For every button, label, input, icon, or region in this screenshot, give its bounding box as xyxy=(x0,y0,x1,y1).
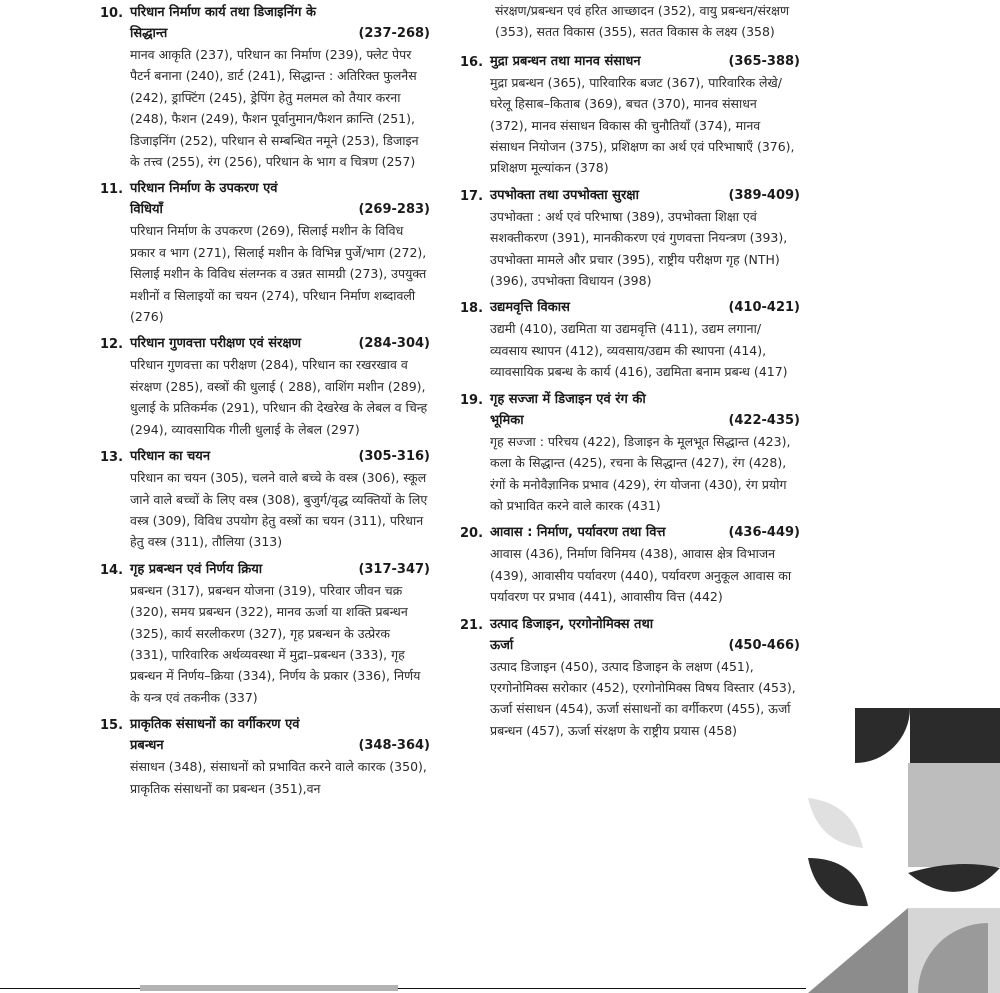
entry-title: उपभोक्ता तथा उपभोक्ता सुरक्षा (389-409) xyxy=(490,185,800,206)
grey-triangle-bottom xyxy=(808,908,908,993)
entry-title: परिधान गुणवत्ता परीक्षण एवं संरक्षण (284-304) xyxy=(130,333,430,354)
entry-title-line2: विधियाँ (269-283) xyxy=(130,199,430,220)
decorative-geometric-shapes xyxy=(808,708,1000,993)
entry-pages: (389-409) xyxy=(728,187,800,203)
dark-block-top xyxy=(910,708,1000,763)
toc-entry-12 xyxy=(100,333,430,440)
entry-pages: (317-347) xyxy=(358,561,430,577)
entry-number: 12. xyxy=(100,337,124,353)
entry-pages: (450-466) xyxy=(728,637,800,653)
entry-description: मानव आकृति (237), परिधान का निर्माण (239), फ्लेट पेपर पैटर्न बनाना (240), डार्ट (241), सिद्धान्त : अतिरिक्त फुलनैस (242), ड्राफ्टिंग (245), ड्रेपिंग हेतु मलमल को तैयार करना (248), फैशन (249), फैशन पूर्वानुमान/फैशन क्रान्ति (251), डिजाइनिंग (252), परिधान से सम्बन्धित नमूने (253), डिजाइन के तत्त्व (255), रंग (256), परिधान के भाग व चित्रण (257) xyxy=(130,47,419,170)
entry-pages: (348-364) xyxy=(358,738,430,754)
entry-title: परिधान निर्माण कार्य तथा डिजाइनिंग के xyxy=(130,5,316,20)
toc-entry-13 xyxy=(100,446,430,553)
entry-pages: (422-435) xyxy=(728,412,800,428)
entry-number: 11. xyxy=(100,182,124,198)
entry-description: उत्पाद डिजाइन (450), उत्पाद डिजाइन के लक्षण (451), एरगोनोमिक्स सरोकार (452), एरगोनोमिक्स विषय विस्तार (453), ऊर्जा संसाधन (454), ऊर्जा संसाधनों का वर्गीकरण (455), ऊर्जा प्रबन्धन (457), ऊर्जा संरक्षण के राष्ट्रीय प्रयास (458) xyxy=(490,658,796,738)
entry-pages: (284-304) xyxy=(358,336,430,352)
toc-entry-19 xyxy=(460,389,800,517)
entry-title: गृह प्रबन्धन एवं निर्णय क्रिया (317-347) xyxy=(130,559,430,580)
entry-title-line2: सिद्धान्त (237-268) xyxy=(130,23,430,44)
entry-title-line2: भूमिका (422-435) xyxy=(490,410,800,431)
entry-number: 13. xyxy=(100,450,124,466)
toc-entry-21 xyxy=(460,614,800,742)
entry-pages: (305-316) xyxy=(358,449,430,465)
light-leaf-left xyxy=(808,798,863,848)
toc-entry-11 xyxy=(100,178,430,327)
entry-number: 17. xyxy=(460,188,484,204)
entry-description: संसाधन (348), संसाधनों को प्रभावित करने वाले कारक (350), प्राकृतिक संसाधनों का प्रबन्धन (351),वन xyxy=(130,759,427,796)
entry-number: 20. xyxy=(460,526,484,542)
entry-description: मुद्रा प्रबन्धन (365), पारिवारिक बजट (367), पारिवारिक लेखे/घरेलू हिसाब–किताब (369), बचत (370), मानव संसाधन (372), मानव संसाधन विकास की चुनौतियाँ (374), मानव संसाधन नियोजन (375), प्रशिक्षण का अर्थ एवं परिभाषाएँ (376), प्रशिक्षण मूल्यांकन (378) xyxy=(490,74,795,176)
entry-title-line2: प्रबन्धन (348-364) xyxy=(130,735,430,756)
continued-description: संरक्षण/प्रबन्धन एवं हरित आच्छादन (352), वायु प्रबन्धन/संरक्षण (353), सतत विकास (355), सतत विकास के लक्ष्य (358) xyxy=(495,3,790,40)
entry-number: 16. xyxy=(460,54,484,70)
dark-quarter-circle-top xyxy=(855,708,910,763)
entry-title: प्राकृतिक संसाधनों का वर्गीकरण एवं xyxy=(130,717,300,733)
entry-description: परिधान निर्माण के उपकरण (269), सिलाई मशीन के विविध प्रकार व भाग (271), सिलाई मशीन के विभिन्न पुर्जे/भाग (272), सिलाई मशीन के विविध संलग्नक व उन्नत सामग्री (273), उपयुक्त मशीनों व सिलाइयों का चयन (274), परिधान निर्माण शब्दावली (276) xyxy=(130,223,427,325)
grey-block xyxy=(908,763,1000,867)
entry-number: 10. xyxy=(100,6,124,21)
entry-title: परिधान निर्माण के उपकरण एवं xyxy=(130,181,278,197)
footer-accent-bar xyxy=(140,985,398,991)
entry-pages: (365-388) xyxy=(728,53,800,69)
entry-description: प्रबन्धन (317), प्रबन्धन योजना (319), परिवार जीवन चक्र (320), समय प्रबन्धन (322), मानव ऊर्जा या शक्ति प्रबन्धन (325), कार्य सरलीकरण (327), गृह प्रबन्धन के उत्प्रेरक (331), पारिवारिक अर्थव्यवस्था में मुद्रा–प्रबन्धन (333), गृह प्रबन्धन में निर्णय–क्रिया (334), निर्णय के प्रकार (336), निर्णय के यन्त्र एवं तकनीक (337) xyxy=(130,582,421,705)
toc-entry-10 xyxy=(100,2,430,172)
entry-number: 14. xyxy=(100,562,124,578)
entry-description: परिधान का चयन (305), चलने वाले बच्चे के वस्त्र (306), स्कूल जाने वाले बच्चों के लिए वस्त्र (308), बुजुर्ग/वृद्ध व्यक्तियों के लिए वस्त्र (309), विविध उपयोग हेतु वस्त्रों का चयन (311), परिधान हेतु वस्त्र (311), तौलिया (313) xyxy=(130,470,428,550)
dark-leaf-right xyxy=(908,864,1000,892)
entry-description: परिधान गुणवत्ता का परीक्षण (284), परिधान का रखरखाव व संरक्षण (285), वस्त्रों की धुलाई ( 288), वाशिंग मशीन (289), धुलाई के प्रतिकर्मक (291), परिधान की देखरेख के लेबल व चिन्ह (294), व्यावसायिक गीली धुलाई के लेबल (297) xyxy=(130,357,428,437)
entry-title-line2: ऊर्जा (450-466) xyxy=(490,635,800,656)
toc-entry-16 xyxy=(460,51,800,179)
entry-description: उद्यमी (410), उद्यमिता या उद्यमवृत्ति (411), उद्यम लगाना/ व्यवसाय स्थापन (412), व्यवसाय/उद्यम की स्थापना (414), व्यावसायिक प्रबन्ध के कार्य (416), उद्यमिता बनाम प्रबन्ध (417) xyxy=(490,321,788,380)
toc-entry-14 xyxy=(100,559,430,708)
toc-entry-17 xyxy=(460,185,800,292)
toc-entry-18 xyxy=(460,297,800,382)
toc-right-column xyxy=(460,0,800,747)
entry-number: 21. xyxy=(460,617,484,633)
entry-title: गृह सज्जा में डिजाइन एवं रंग की xyxy=(490,391,646,407)
entry-number: 18. xyxy=(460,301,484,317)
entry-description: गृह सज्जा : परिचय (422), डिजाइन के मूलभूत सिद्धान्त (423), कला के सिद्धान्त (425), रचना के सिद्धान्त (427), रंग (428), रंगों के मनोवैज्ञानिक प्रभाव (429), रंग योजना (430), रंग प्रयोग को प्रभावित करने वाले कारक (431) xyxy=(490,433,791,513)
entry-title: मुद्रा प्रबन्धन तथा मानव संसाधन (365-388) xyxy=(490,51,800,72)
toc-entry-15 xyxy=(100,714,430,799)
entry-description: उपभोक्ता : अर्थ एवं परिभाषा (389), उपभोक्ता शिक्षा एवं सशक्तीकरण (391), मानकीकरण एवं गुणवत्ता नियन्त्रण (393), उपभोक्ता मामले और प्रचार (395), राष्ट्रीय परीक्षण गृह (NTH) (396), उपभोक्ता विधायन (398) xyxy=(490,208,788,289)
dark-leaf-left xyxy=(808,858,868,906)
entry-title: उत्पाद डिजाइन, एरगोनोमिक्स तथा xyxy=(490,616,654,632)
footer-rule xyxy=(0,988,806,989)
entry-pages: (237-268) xyxy=(358,26,430,41)
entry-number: 15. xyxy=(100,718,124,734)
entry-pages: (410-421) xyxy=(728,300,800,316)
entry-pages: (269-283) xyxy=(358,202,430,218)
toc-left-column xyxy=(100,2,430,805)
entry-title: आवास : निर्माण, पर्यावरण तथा वित्त (436-449) xyxy=(490,522,800,543)
toc-entry-20 xyxy=(460,522,800,607)
entry-title: परिधान का चयन (305-316) xyxy=(130,446,430,467)
entry-number: 19. xyxy=(460,392,484,408)
entry-description: आवास (436), निर्माण विनिमय (438), आवास क्षेत्र विभाजन (439), आवासीय पर्यावरण (440), पर्यावरण अनुकूल आवास का पर्यावरण पर प्रभाव (441), आवासीय वित्त (442) xyxy=(490,546,792,605)
entry-pages: (436-449) xyxy=(728,525,800,541)
entry-title: उद्यमवृत्ति विकास (410-421) xyxy=(490,297,800,318)
